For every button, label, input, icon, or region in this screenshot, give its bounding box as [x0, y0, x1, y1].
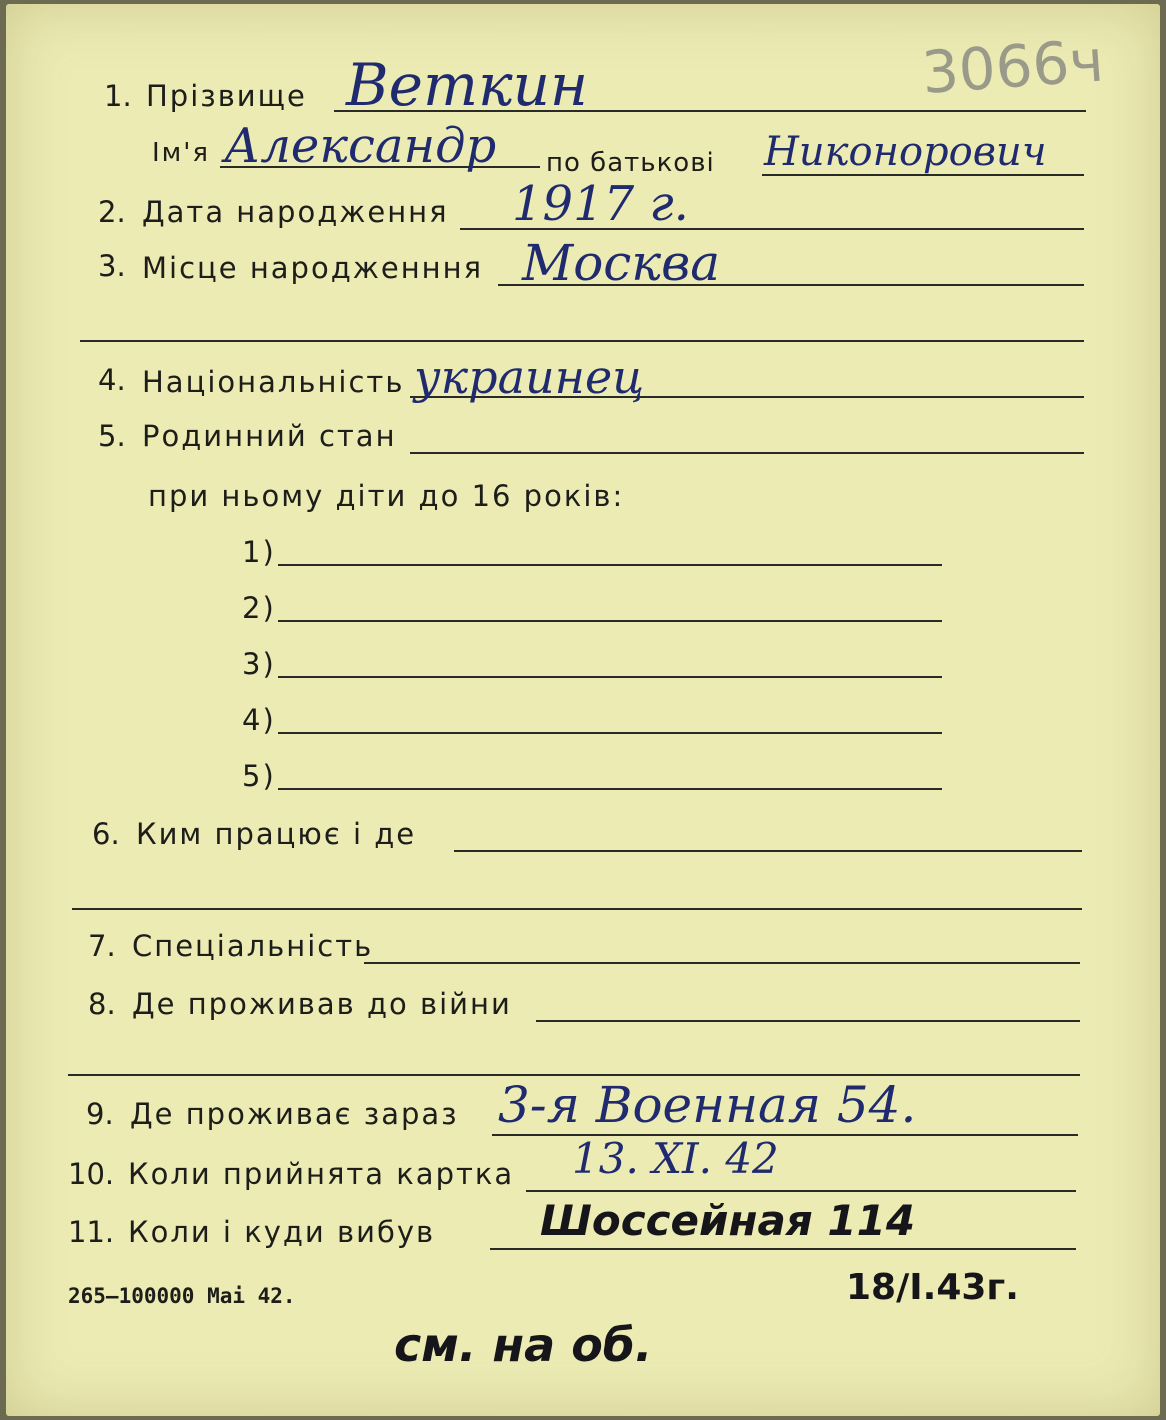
children-label: при ньому діти до 16 років:: [148, 479, 625, 513]
birth-place-line-2: [80, 340, 1084, 342]
child-2-label: 2): [242, 591, 276, 625]
field-7-number: 7.: [88, 929, 116, 963]
field-10-number: 10.: [68, 1157, 115, 1191]
child-5-line: [278, 788, 942, 790]
child-3-line: [278, 676, 942, 678]
card-number: 3066ч: [919, 26, 1106, 107]
birth-place-value: Москва: [522, 234, 721, 292]
departure-date: 18/I.43г.: [846, 1267, 1019, 1308]
field-2-number: 2.: [98, 195, 126, 229]
card-accepted-label: Коли прийнята картка: [128, 1157, 515, 1191]
field-6-number: 6.: [92, 817, 120, 851]
field-3-number: 3.: [98, 249, 126, 283]
patronymic-value: Никонорович: [764, 129, 1047, 175]
child-3-label: 3): [242, 647, 276, 681]
surname-value: Веткин: [346, 51, 589, 119]
birth-date-label: Дата народження: [142, 195, 449, 229]
specialty-line: [364, 962, 1080, 964]
occupation-line-2: [72, 908, 1082, 910]
reverse-side-note: см. на об.: [394, 1318, 653, 1372]
departure-line: [490, 1248, 1076, 1250]
first-name-label: Ім'я: [152, 138, 211, 168]
field-11-number: 11.: [68, 1215, 115, 1249]
specialty-label: Спеціальність: [132, 929, 374, 963]
child-1-line: [278, 564, 942, 566]
child-2-line: [278, 620, 942, 622]
field-5-number: 5.: [98, 419, 126, 453]
child-4-label: 4): [242, 703, 276, 737]
field-1-number: 1.: [104, 79, 132, 113]
child-5-label: 5): [242, 759, 276, 793]
occupation-label: Ким працює і де: [136, 817, 417, 851]
occupation-line: [454, 850, 1082, 852]
surname-label: Прізвище: [146, 79, 307, 113]
birth-date-value: 1917 г.: [512, 176, 689, 232]
first-name-value: Александр: [224, 118, 497, 174]
current-residence-label: Де проживає зараз: [130, 1097, 459, 1131]
field-4-number: 4.: [98, 363, 126, 397]
marital-status-label: Родинний стан: [142, 419, 397, 453]
birth-place-label: Місце народженння: [142, 251, 484, 285]
nationality-value: украинец: [414, 350, 645, 404]
patronymic-label: по батькові: [546, 148, 715, 178]
marital-status-line: [410, 452, 1084, 454]
card-accepted-line: [526, 1190, 1076, 1192]
child-4-line: [278, 732, 942, 734]
child-1-label: 1): [242, 535, 276, 569]
prewar-residence-label: Де проживав до війни: [132, 987, 512, 1021]
field-9-number: 9.: [86, 1097, 114, 1131]
print-code: 265—100000 Mai 42.: [68, 1284, 296, 1308]
nationality-label: Національність: [142, 365, 405, 399]
prewar-residence-line: [536, 1020, 1080, 1022]
card-accepted-value: 13. XI. 42: [572, 1134, 779, 1183]
registration-card: [6, 4, 1160, 1416]
departure-label: Коли і куди вибув: [128, 1215, 436, 1249]
field-8-number: 8.: [88, 987, 116, 1021]
departure-value: Шоссейная 114: [540, 1196, 916, 1245]
current-residence-value: 3-я Военная 54.: [498, 1076, 917, 1134]
